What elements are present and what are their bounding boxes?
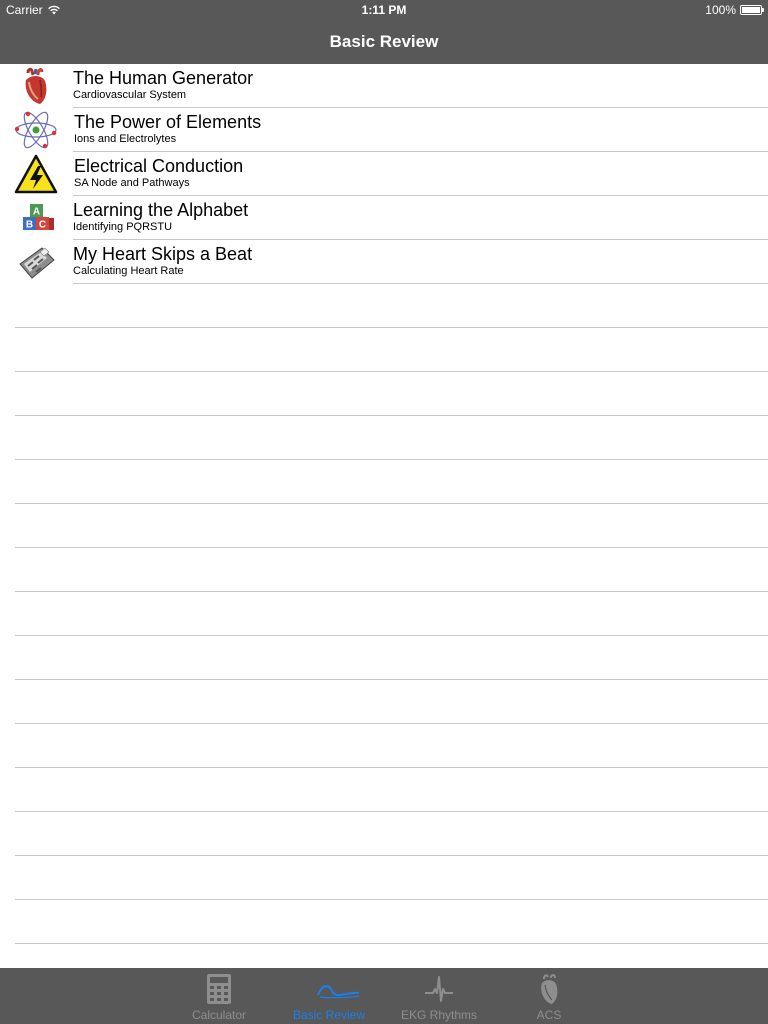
svg-text:C: C bbox=[38, 219, 47, 231]
battery-indicator bbox=[705, 3, 762, 17]
carrier-label: Carrier bbox=[6, 3, 43, 17]
wave-icon bbox=[299, 973, 359, 1005]
tab-basic-review[interactable] bbox=[274, 968, 384, 1024]
item-subtitle: SA Node and Pathways bbox=[74, 177, 190, 189]
abc-blocks-icon bbox=[14, 198, 58, 238]
row-separator bbox=[73, 283, 768, 284]
heart-icon bbox=[14, 66, 58, 106]
tab-acs[interactable] bbox=[494, 968, 604, 1024]
tab-label: ACS bbox=[536, 1008, 562, 1022]
status-time: 1:11 PM bbox=[361, 3, 407, 17]
list-item-heart-skips-beat[interactable] bbox=[0, 240, 768, 284]
ekg-icon bbox=[424, 973, 454, 1005]
empty-row-separator bbox=[15, 899, 768, 900]
list-item-electrical-conduction[interactable] bbox=[0, 152, 768, 196]
item-subtitle: Cardiovascular System bbox=[73, 89, 187, 101]
empty-row-separator bbox=[15, 811, 768, 812]
empty-row-separator bbox=[15, 679, 768, 680]
list-item-human-generator[interactable] bbox=[0, 64, 768, 108]
empty-row-separator bbox=[15, 415, 768, 416]
empty-row-separator bbox=[15, 327, 768, 328]
item-subtitle: Identifying PQRSTU bbox=[73, 221, 173, 233]
atom-icon bbox=[14, 110, 58, 150]
empty-row-separator bbox=[15, 723, 768, 724]
empty-row-separator bbox=[15, 855, 768, 856]
tab-label: Calculator bbox=[191, 1008, 247, 1022]
high-voltage-icon bbox=[14, 154, 58, 194]
topic-list bbox=[0, 64, 768, 284]
status-bar bbox=[0, 0, 768, 20]
item-subtitle: Calculating Heart Rate bbox=[73, 265, 184, 277]
item-title: The Power of Elements bbox=[74, 112, 262, 132]
empty-row-separator bbox=[15, 371, 768, 372]
item-title: Learning the Alphabet bbox=[73, 200, 249, 220]
tab-label: Basic Review bbox=[292, 1008, 366, 1022]
top-bar bbox=[0, 0, 768, 64]
svg-text:A: A bbox=[32, 206, 41, 218]
heart-icon bbox=[534, 973, 564, 1005]
tab-calculator[interactable] bbox=[164, 968, 274, 1024]
empty-row-separator bbox=[15, 547, 768, 548]
list-item-learning-alphabet[interactable] bbox=[0, 196, 768, 240]
battery-percent: 100% bbox=[705, 3, 736, 17]
item-title: My Heart Skips a Beat bbox=[73, 244, 253, 264]
empty-row-separator bbox=[15, 591, 768, 592]
calculator-icon bbox=[204, 973, 234, 1005]
calculator-icon bbox=[14, 242, 58, 282]
tab-bar bbox=[0, 968, 768, 1024]
empty-row-separator bbox=[15, 503, 768, 504]
empty-row-separator bbox=[15, 459, 768, 460]
item-subtitle: Ions and Electrolytes bbox=[74, 133, 177, 145]
svg-text:B: B bbox=[25, 219, 34, 231]
item-title: Electrical Conduction bbox=[74, 156, 244, 176]
battery-icon bbox=[740, 5, 762, 15]
empty-row-separator bbox=[15, 943, 768, 944]
list-item-power-of-elements[interactable] bbox=[0, 108, 768, 152]
navigation-bar bbox=[0, 20, 768, 64]
tab-label: EKG Rhythms bbox=[400, 1008, 478, 1022]
page-title: Basic Review bbox=[329, 32, 439, 51]
tab-ekg-rhythms[interactable] bbox=[384, 968, 494, 1024]
empty-row-separator bbox=[15, 635, 768, 636]
empty-row-separator bbox=[15, 767, 768, 768]
item-title: The Human Generator bbox=[73, 68, 254, 88]
